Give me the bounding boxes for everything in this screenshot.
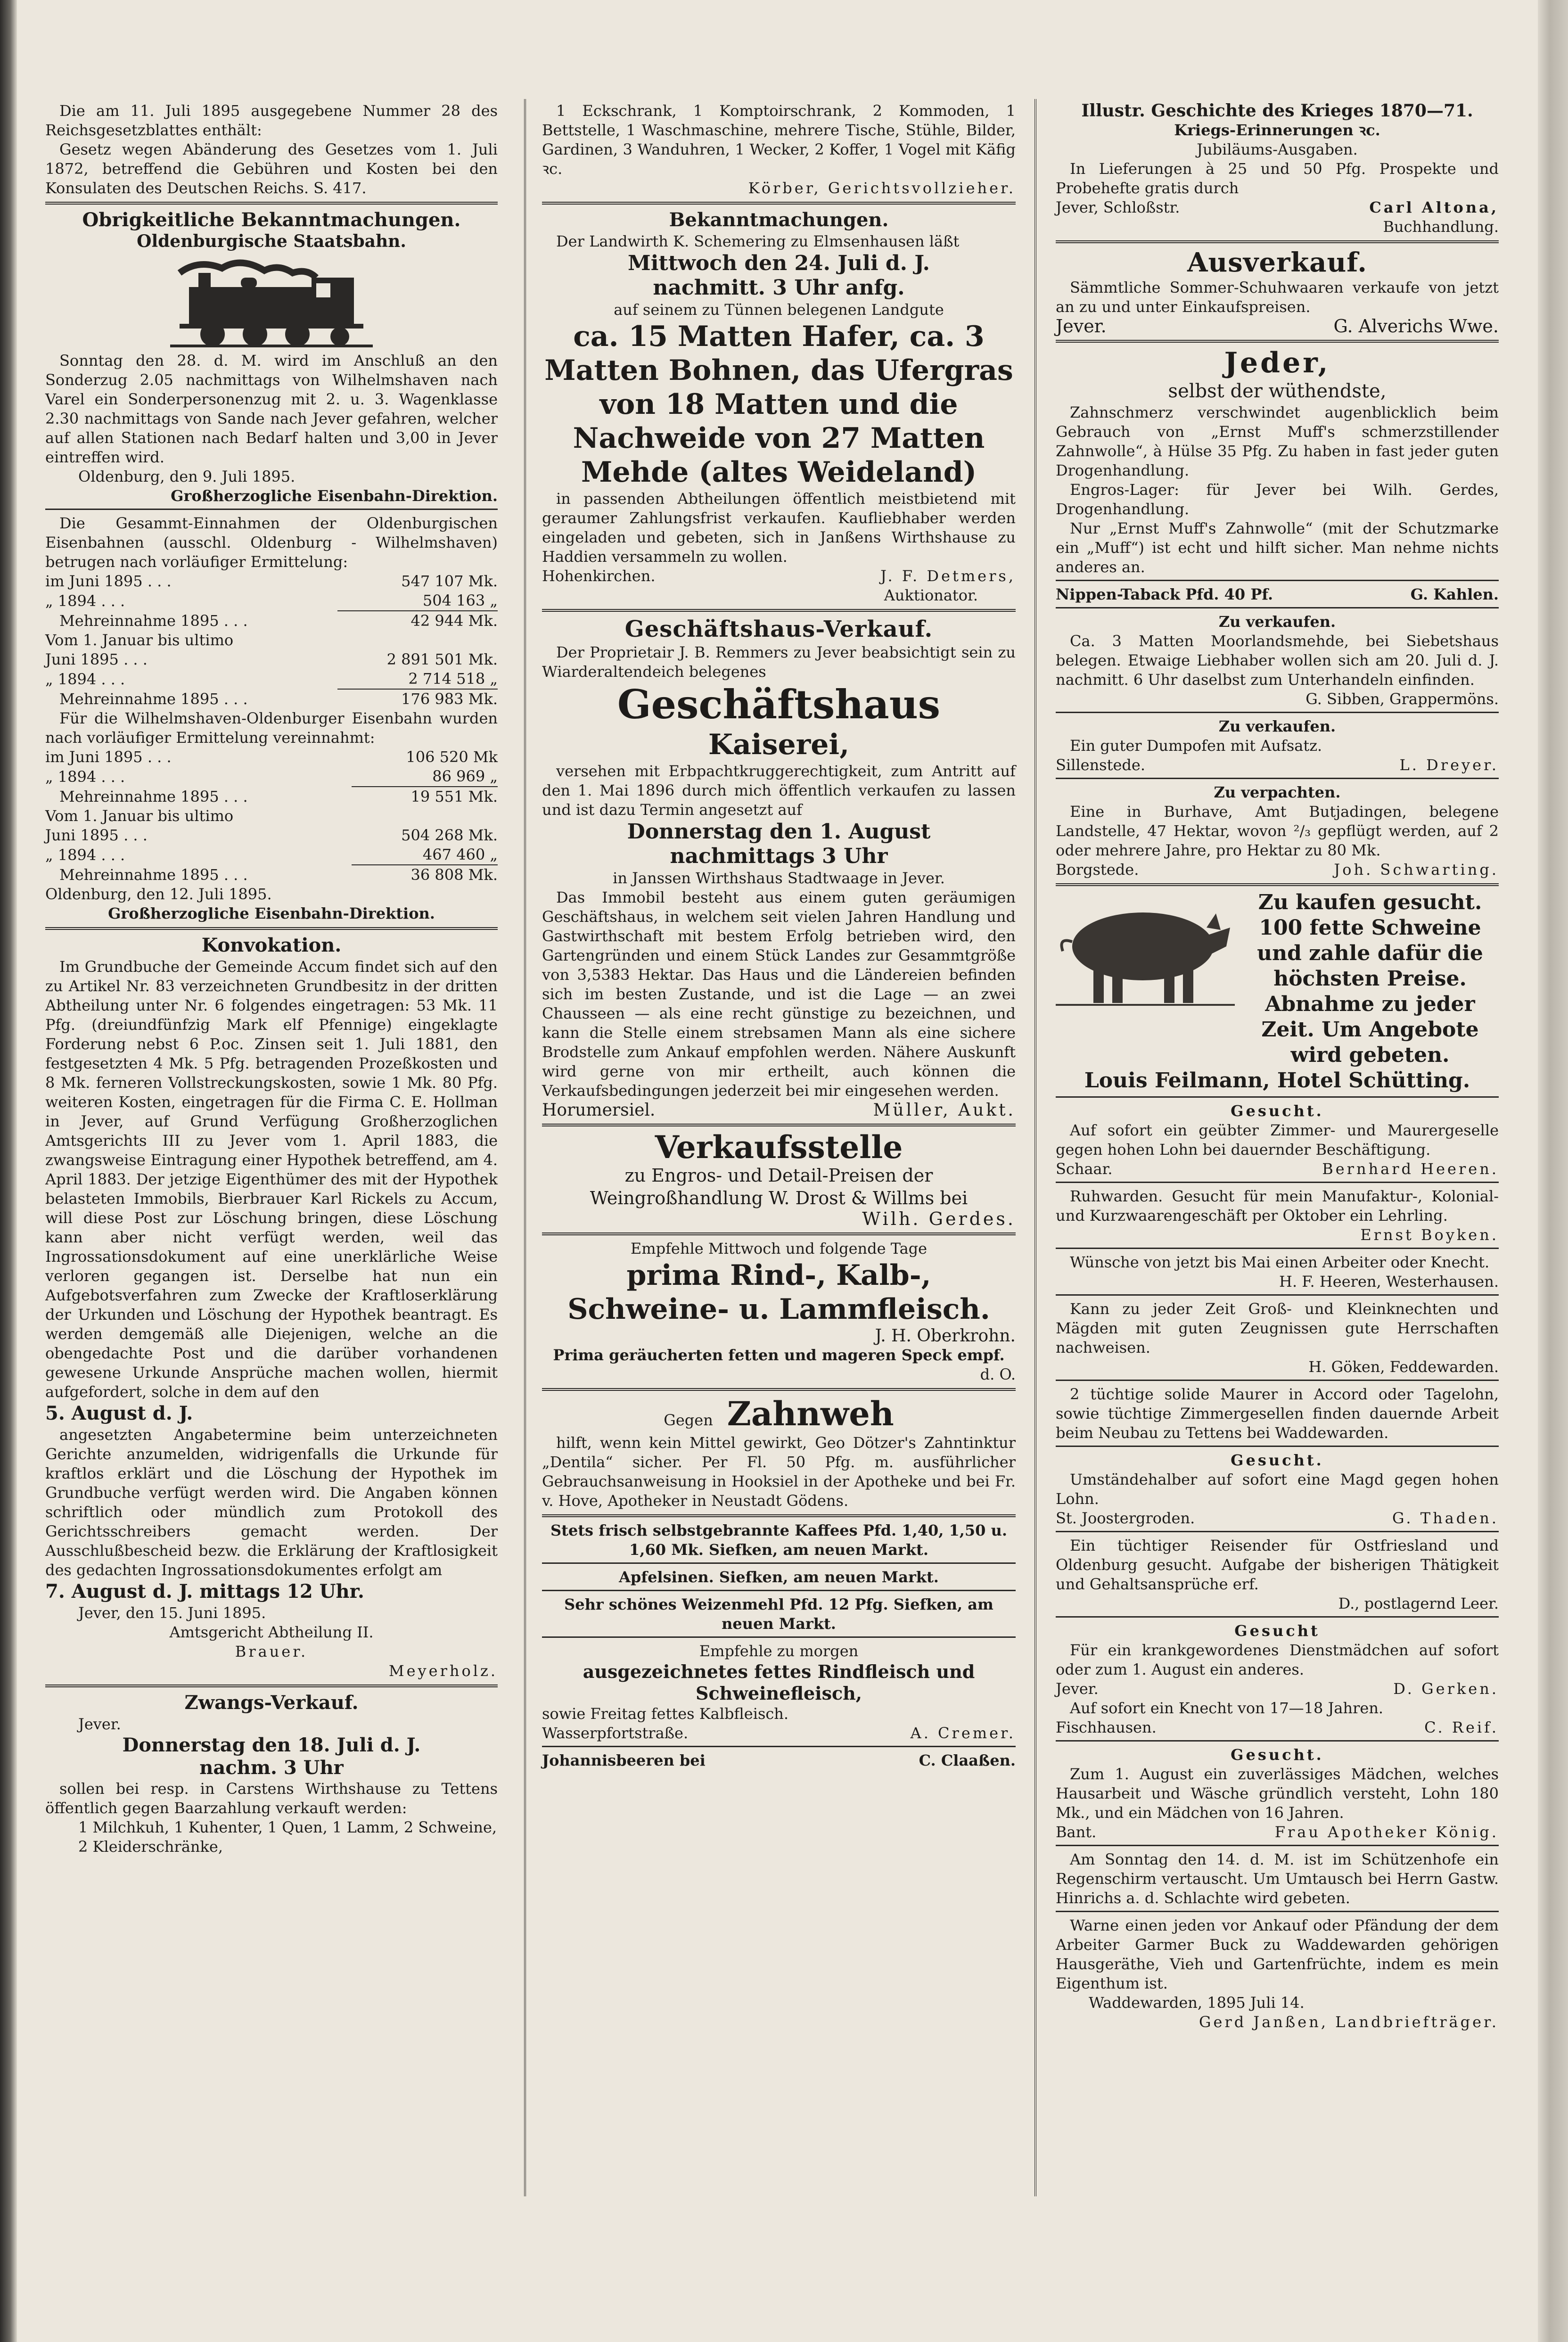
zu-verkaufen-title: Zu verkaufen.	[1218, 613, 1336, 631]
bek-headline: ca. 15 Matten Hafer, ca. 3 Matten Bohnen, das Ufergras von 18 Matten und die Nachweide von 27 Matten Mehde (altes Weideland)	[544, 320, 1013, 489]
text-span: Borgstede.	[1056, 861, 1139, 879]
warnung-notice: Warne einen jeden vor Ankauf oder Pfändung der dem Arbeiter Garmer Buck zu Waddewarden gehörigen Hausgeräthe, Vieh und Gartenfrüchte, indem es mein Eigenthum ist.	[1056, 1916, 1499, 1992]
divider	[542, 1590, 1016, 1591]
table-row	[45, 767, 498, 787]
divider	[542, 1636, 1016, 1638]
section-title-obrigkeitliche: Obrigkeitliche Bekanntmachungen.	[82, 209, 461, 231]
arbeiter-ad: Wünsche von jetzt bis Mai einen Arbeiter oder Knecht.	[1070, 1253, 1490, 1271]
divider	[542, 1562, 1016, 1564]
table-cell: Mehreinnahme 1895 . . .	[59, 787, 248, 805]
table-row	[45, 650, 498, 669]
gesucht-title: Gesucht	[1234, 1622, 1320, 1640]
fleisch-headline: prima Rind-, Kalb-, Schweine- u. Lammfleisch.	[567, 1259, 990, 1326]
bek-time: nachmitt. 3 Uhr anfg.	[653, 276, 905, 300]
table-row	[45, 826, 498, 845]
geschaeftshaus-verkauf-title: Geschäftshaus-Verkauf.	[624, 616, 933, 642]
gv-time: nachmittags 3 Uhr	[670, 844, 888, 868]
zahnweh-heading	[542, 1395, 1016, 1433]
arbeiter-signature: H. F. Heeren, Westerhausen.	[1279, 1273, 1499, 1290]
gesucht-title: Gesucht.	[1231, 1746, 1324, 1764]
jeder-body: Zahnschmerz verschwindet augenblicklich beim Gebrauch von „Ernst Muff's schmerzstillender Zahnwolle“, à Hülse 35 Pfg. Zu haben in fast jeder guten Drogenhandlung.	[1056, 403, 1499, 479]
ruhwarden-ad: Ruhwarden. Gesucht für mein Manufaktur-, Kolonial- und Kurzwaarengeschäft per Oktober ein Lehrling.	[1056, 1187, 1499, 1224]
table-cell: im Juni 1895 . . .	[45, 572, 172, 590]
divider	[542, 202, 1016, 205]
divider	[1056, 240, 1499, 243]
table-cell: 2 891 501 Mk.	[386, 650, 498, 668]
text-span: C. Reif.	[1424, 1718, 1499, 1736]
divider	[1056, 1911, 1499, 1912]
divider	[45, 202, 498, 205]
revenue-table-oldenburg	[45, 572, 498, 709]
gesucht-footer	[1056, 1509, 1499, 1528]
table-cell: 547 107 Mk.	[401, 572, 498, 590]
divider	[1056, 1740, 1499, 1742]
schweine-body: 100 fette Schweine und zahle dafür die höchsten Preise. Abnahme zu jeder Zeit. Um Angebote wird gebeten.	[1257, 916, 1483, 1067]
konvokation-decision-date: 7. August d. J. mittags 12 Uhr.	[45, 1580, 364, 1602]
table-cell: Mehreinnahme 1895 . . .	[59, 690, 248, 708]
ausverkauf-footer	[1056, 317, 1499, 336]
zwangs-verkauf-date: Donnerstag den 18. Juli d. J.	[122, 1734, 421, 1756]
rindfleisch-intro: Empfehle zu morgen	[699, 1642, 859, 1660]
table-cell: Juni 1895 . . .	[45, 826, 148, 844]
gv-footer	[542, 1101, 1016, 1120]
divider	[1056, 883, 1499, 886]
table-cell	[352, 806, 498, 826]
table-cell: Mehreinnahme 1895 . . .	[59, 611, 248, 630]
notice-date: Oldenburg, den 9. Juli 1895.	[78, 468, 296, 485]
johannisbeeren-signature: C. Claaßen.	[919, 1751, 1016, 1769]
table-row	[45, 806, 498, 826]
konvokation-body: Im Grundbuche der Gemeinde Accum findet sich auf den zu Artikel Nr. 83 verzeichneten Grundbesitz in der dritten Abtheilung unter Nr. 6 folgendes eingetragen: 53 Mk. 11 Pfg. (dreiundfünfzig Mark elf Pfennige) eingeklagte Forderung nebst 6 P.oc. Zinsen seit 1. Juli 1881, den festgesetzten 4 Mk. 5 Pfg. betragenden Prozeßkosten und 8 Mk. ferneren Vollstreckungskosten, sowie 1 Mk. 80 Pfg. weiteren Kosten, eingetragen für die Firma C. E. Hollman in Jever, auf Grund Verfügung Großherzoglichen Amtsgerichts III zu Jever vom 1. April 1883, die zwangsweise Eintragung einer Hypothek betreffend, am 4. April 1883. Der jetzige Eigenthümer des mit der Hypothek belasteten Immobils, Bierbrauer Karl Rickels zu Accum, will diese Post zur Löschung bringen, diese Löschung kann aber nicht verfügt werden, weil das Ingrossationsdokument auf eine unerklärliche Weise verloren gegangen ist. Derselbe hat nun ein Aufgebotsverfahren zum Zwecke der Kraftloserklärung der Urkunden und Löschung der Hypothek beantragt. Es werden demgemäß alle Diejenigen, welche an die obengedachte Post und die darüber vorhandenen gewesene Urkunde Ansprüche machen wollen, hiermit aufgefordert, solche in dem auf den	[45, 958, 498, 1401]
revenue-intro-wilhelmshaven: Für die Wilhelmshaven-Oldenburger Eisenbahn wurden nach vorläufiger Ermittelung vereinnahmt:	[45, 709, 498, 747]
bek-place-text: auf seinem zu Tünnen belegenen Landgute	[614, 301, 944, 319]
table-cell: „ 1894 . . .	[45, 592, 125, 610]
bek-body: in passenden Abtheilungen öffentlich meistbietend mit geraumer Zahlungsfrist verkaufen. Kaufliebhaber werden eingeladen und gebeten, sich in Janßens Wirthshause zu Haddien versammeln zu wollen.	[542, 490, 1016, 566]
table-cell: 106 520 Mk	[406, 748, 498, 766]
ausverkauf-title: Ausverkauf.	[1187, 247, 1367, 278]
zahnweh-body: hilft, wenn kein Mittel gewirkt, Geo Dötzer's Zahntinktur „Dentila“ sicher. Per Fl. 50 Pfg. m. ausführlicher Gebrauchsanweisung in Hooksiel in der Apotheke und bei Fr. v. Hove, Apotheker in Neustadt Gödens.	[542, 1434, 1016, 1510]
zu-verkaufen-footer	[1056, 756, 1499, 775]
divider	[1056, 1182, 1499, 1183]
table-cell: 176 983 Mk.	[401, 690, 498, 708]
pig-icon	[1056, 890, 1235, 1008]
bekanntmachungen-title: Bekanntmachungen.	[669, 209, 889, 231]
zwangs-verkauf-title: Zwangs-Verkauf.	[184, 1692, 359, 1714]
bek-intro: Der Landwirth K. Schemering zu Elmsenhausen läßt	[556, 232, 960, 250]
table-cell: 467 460 „	[352, 845, 498, 865]
page-edge	[1538, 0, 1568, 2342]
gv-where: in Janssen Wirthshaus Stadtwaage in Jever.	[613, 869, 945, 887]
bek-footer	[542, 567, 1016, 586]
gv-place: Horumersiel.	[542, 1101, 656, 1120]
bek-date: Mittwoch den 24. Juli d. J.	[627, 251, 930, 275]
table-row	[45, 865, 498, 885]
table-row	[45, 787, 498, 806]
text-span: Jever.	[1056, 1680, 1099, 1698]
fleisch-intro: Empfehle Mittwoch und folgende Tage	[630, 1240, 928, 1257]
divider	[542, 1233, 1016, 1235]
gv-intro: Der Proprietair J. B. Remmers zu Jever beabsichtigt sein zu Wiarderaltendeich belegenes	[542, 643, 1016, 681]
zwangs-verkauf-items: 1 Milchkuh, 1 Kuhenter, 1 Quen, 1 Lamm, 2 Schweine, 2 Kleiderschränke,	[78, 1818, 497, 1856]
jeder-title: Jeder,	[1224, 346, 1330, 379]
divider	[1056, 778, 1499, 779]
divider	[1056, 1248, 1499, 1249]
table-cell: im Juni 1895 . . .	[45, 748, 172, 766]
gesucht-footer	[1056, 1679, 1499, 1699]
divider	[1056, 1380, 1499, 1381]
text-span: Johannisbeeren bei	[542, 1751, 706, 1769]
text-span: Fischhausen.	[1056, 1718, 1157, 1736]
illustr-footer	[1056, 198, 1499, 217]
table-row	[45, 689, 498, 709]
locomotive-icon	[170, 254, 373, 348]
table-cell: 42 944 Mk.	[410, 612, 498, 630]
fleisch-signature: J. H. Oberkrohn.	[875, 1326, 1016, 1346]
bek-place: Hohenkirchen.	[542, 567, 656, 585]
zu-verkaufen-title: Zu verkaufen.	[1218, 717, 1336, 735]
text-span: Sillenstede.	[1056, 756, 1145, 774]
column-divider	[1034, 99, 1036, 2196]
jeder-subtitle: selbst der wüthendste,	[1168, 380, 1387, 402]
konvokation-clerk: Meyerholz.	[388, 1662, 498, 1680]
verkaufsstelle-signature: Wilh. Gerdes.	[862, 1208, 1016, 1229]
table-row	[45, 591, 498, 611]
maurer-ad: 2 tüchtige solide Maurer in Accord oder Tagelohn, sowie tüchtige Zimmergesellen finden dauernde Arbeit beim Neubau zu Tettens bei Waddewarden.	[1056, 1385, 1499, 1442]
gesucht-body: Auf sofort ein geübter Zimmer- und Maurergeselle gegen hohen Lohn bei dauernder Beschäftigung.	[1056, 1121, 1499, 1159]
text-span: G. Thaden.	[1392, 1509, 1499, 1527]
railway-heading: Oldenburgische Staatsbahn.	[137, 231, 406, 251]
text-span: Bernhard Heeren.	[1322, 1160, 1499, 1178]
table-cell: 504 268 Mk.	[401, 826, 498, 844]
notice-signature: Großherzogliche Eisenbahn-Direktion.	[108, 904, 435, 922]
rindfleisch-place: Wasserpfortstraße.	[542, 1724, 689, 1742]
warnung-signature: Gerd Janßen, Landbriefträger.	[1199, 2013, 1499, 2031]
notice-signature: Großherzogliche Eisenbahn-Direktion.	[171, 487, 498, 505]
revenue-intro: Die Gesammt-Einnahmen der Oldenburgischen Eisenbahnen (ausschl. Oldenburg - Wilhelmshaven) betrugen nach vorläufiger Ermittelung:	[45, 514, 498, 571]
jeder-engros: Engros-Lager: für Jever bei Wilh. Gerdes, Drogenhandlung.	[1056, 481, 1499, 518]
table-cell: Juni 1895 . . .	[45, 650, 148, 668]
divider	[542, 609, 1016, 612]
divider	[1056, 712, 1499, 713]
divider	[542, 1388, 1016, 1391]
divider	[1056, 1096, 1499, 1098]
gesucht-body: Umständehalber auf sofort eine Magd gegen hohen Lohn.	[1056, 1471, 1499, 1508]
schweine-signature: Louis Feilmann, Hotel Schütting.	[1084, 1068, 1470, 1093]
notice-reichsgesetzblatt-body: Gesetz wegen Abänderung des Gesetzes vom 1. Juli 1872, betreffend die Gebühren und Kosten bei den Konsulaten des Deutschen Reichs. S. 417.	[45, 140, 498, 197]
divider	[542, 1746, 1016, 1747]
table-row	[45, 845, 498, 865]
gv-body2: Das Immobil besteht aus einem guten geräumigen Geschäftshaus, in welchem seit vielen Jahren Handlung und Gastwirthschaft mit bestem Erfolg betrieben wird, den Gartengründen und einem Stück Landes zur Gesammtgröße von 3,5383 Hektar. Das Haus und die Ländereien befinden sich im besten Zustande, und ist die Lage — an zwei Chausseen — als eine recht günstige zu bezeichnen, und kann die Stelle einem strebsamen Mann als eine sichere Brodstelle zum Ankauf empfohlen werden. Nähere Auskunft wird gerne von mir ertheilt, auch können die Verkaufsbedingungen jederzeit bei mir eingesehen werden.	[542, 888, 1016, 1100]
divider	[1056, 1616, 1499, 1618]
table-cell: „ 1894 . . .	[45, 767, 125, 786]
page-binding-shadow	[0, 0, 17, 2342]
gesucht-footer	[1056, 1823, 1499, 1842]
konvokation-title: Konvokation.	[201, 934, 342, 956]
rindfleisch-body: sowie Freitag fettes Kalbfleisch.	[542, 1705, 789, 1723]
rindfleisch-footer	[542, 1724, 1016, 1743]
table-cell: 36 808 Mk.	[410, 866, 498, 884]
divider	[1056, 1446, 1499, 1447]
divider	[45, 927, 498, 930]
table-cell: „ 1894 . . .	[45, 846, 125, 864]
zwangs-verkauf-time: nachm. 3 Uhr	[199, 1757, 344, 1779]
zahnweh-gegen: Gegen	[664, 1411, 713, 1429]
illustr-subtitle2: Jubiläums-Ausgaben.	[1197, 140, 1358, 158]
divider	[45, 509, 498, 510]
konvokation-body2: angesetzten Angabetermine beim unterzeichneten Gerichte anzumelden, widrigenfalls die Urkunde für kraftlos erklärt und die Löschung der Hypothek im Grundbuche verfügt werden wird. Die Angaben können schriftlich oder mündlich zum Protokoll des Gerichtsschreibers gemacht werden. Der Ausschlußbescheid bezw. die Erklärung der Kraftlosigkeit des gedachten Ingrossationsdokumentes erfolgt am	[45, 1426, 498, 1579]
kaffee-offer: Stets frisch selbstgebrannte Kaffees Pfd. 1,40, 1,50 u. 1,60 Mk. Siefken, am neuen Markt.	[550, 1521, 1007, 1559]
column-left	[45, 101, 498, 1857]
nippen-tabak-offer	[1056, 585, 1499, 604]
divider	[1056, 607, 1499, 608]
special-train-notice: Sonntag den 28. d. M. wird im Anschluß an den Sonderzug 2.05 nachmittags von Wilhelmshaven nach Varel ein Sonderpersonenzug mit 2. u. 3. Wagenklasse 2.30 nachmittags von Sande nach Jever gefahren, welcher auf allen Stationen nach Bedarf halten und 3,00 in Jever eintreffen wird.	[45, 352, 498, 466]
divider	[1056, 340, 1499, 343]
gv-date: Donnerstag den 1. August	[627, 820, 931, 844]
table-cell: Vom 1. Januar bis ultimo	[45, 631, 234, 649]
auction-signature: Körber, Gerichtsvollzieher.	[748, 179, 1016, 197]
text-span: Joh. Schwarting.	[1334, 861, 1499, 879]
table-cell: 86 969 „	[352, 767, 498, 787]
ausverkauf-body: Sämmtliche Sommer-Schuhwaaren verkaufe von jetzt an zu und unter Einkaufspreisen.	[1056, 279, 1499, 316]
illustr-signature: Carl Altona,	[1369, 198, 1499, 216]
auction-items-continued: 1 Eckschrank, 1 Komptoirschrank, 2 Kommoden, 1 Bettstelle, 1 Waschmaschine, mehrere Tische, Stühle, Bilder, Gardinen, 3 Wanduhren, 1 Wecker, 2 Koffer, 1 Vogel mit Käfig ꝛc.	[542, 102, 1016, 178]
column-right	[1056, 101, 1499, 2032]
divider	[1056, 1531, 1499, 1532]
konvokation-signature: Brauer.	[235, 1643, 308, 1660]
divider	[1056, 580, 1499, 581]
table-row	[45, 748, 498, 767]
zu-verkaufen-body: Ein guter Dumpofen mit Aufsatz.	[1070, 737, 1322, 755]
text-span: Frau Apotheker König.	[1274, 1823, 1499, 1841]
knechte-ad: Kann zu jeder Zeit Groß- und Kleinknechten und Mägden mit guten Zeugnissen gute Herrschaften nachweisen.	[1056, 1300, 1499, 1356]
rindfleisch-signature: A. Cremer.	[910, 1724, 1016, 1742]
table-row	[45, 669, 498, 689]
nippen-signature: G. Kahlen.	[1410, 585, 1499, 603]
jeder-warning: Nur „Ernst Muff's Zahnwolle“ (mit der Schutzmarke ein „Muff“) ist echt und hilft sicher. Man nehme nichts anderes an.	[1056, 519, 1499, 576]
regenschirm-notice: Am Sonntag den 14. d. M. ist im Schützenhofe ein Regenschirm vertauscht. Um Umtausch bei Herrn Gastw. Hinrichs a. d. Schlachte wird gebeten.	[1056, 1850, 1499, 1907]
text-span: Nippen-Taback Pfd. 40 Pf.	[1056, 585, 1273, 603]
zu-verkaufen-signature: G. Sibben, Grappermöns.	[1305, 690, 1499, 708]
gv-name: Kaiserei,	[708, 728, 850, 761]
warnung-date: Waddewarden, 1895 Juli 14.	[1089, 1994, 1305, 2012]
notice-reichsgesetzblatt: Die am 11. Juli 1895 ausgegebene Nummer 28 des Reichsgesetzblattes enthält:	[45, 102, 498, 139]
reisender-ad: Ein tüchtiger Reisender für Ostfriesland und Oldenburg gesucht. Aufgabe der bisherigen Thätigkeit und Gehaltsansprüche erf.	[1056, 1537, 1499, 1593]
table-cell: 19 551 Mk.	[410, 788, 498, 805]
revenue-table-wilhelmshaven	[45, 748, 498, 885]
zu-verpachten-footer	[1056, 860, 1499, 879]
text-span: D. Gerken.	[1393, 1680, 1499, 1698]
gv-headline: Geschäftshaus	[617, 681, 941, 728]
table-row	[45, 631, 498, 650]
zu-verpachten-title: Zu verpachten.	[1214, 783, 1341, 801]
table-cell: Vom 1. Januar bis ultimo	[45, 807, 234, 825]
table-cell: „ 1894 . . .	[45, 670, 125, 688]
apfelsinen-offer: Apfelsinen. Siefken, am neuen Markt.	[619, 1568, 939, 1586]
divider	[1056, 1294, 1499, 1296]
knechte-signature: H. Göken, Feddewarden.	[1308, 1358, 1499, 1376]
schweine-heading: Zu kaufen gesucht.	[1258, 890, 1482, 914]
rindfleisch-headline: ausgezeichnetes fettes Rindfleisch und Schweinefleisch,	[583, 1661, 975, 1704]
divider	[542, 1124, 1016, 1126]
table-cell: Mehreinnahme 1895 . . .	[59, 865, 248, 884]
speck-signature: d. O.	[980, 1365, 1016, 1383]
column-middle	[542, 101, 1016, 1770]
gesucht-body: Für ein krankgewordenes Dienstmädchen auf sofort oder zum 1. August ein anderes.	[1056, 1641, 1499, 1678]
gesucht-footer	[1056, 1159, 1499, 1179]
zwangs-verkauf-place: Jever.	[78, 1715, 121, 1733]
schweine-ad	[1056, 890, 1499, 1068]
text-span: Bant.	[1056, 1823, 1097, 1841]
ausverkauf-place: Jever.	[1056, 316, 1107, 337]
table-cell: 504 163 „	[337, 591, 498, 611]
konvokation-place: Jever, den 15. Juni 1895.	[78, 1604, 266, 1622]
konvokation-date: 5. August d. J.	[45, 1402, 193, 1424]
column-divider	[524, 99, 526, 2196]
weizenmehl-offer: Sehr schönes Weizenmehl Pfd. 12 Pfg. Siefken, am neuen Markt.	[564, 1595, 993, 1633]
illustr-signature-title: Buchhandlung.	[1383, 218, 1499, 236]
verkaufsstelle-title: Verkaufsstelle	[655, 1129, 903, 1166]
ruhwarden-signature: Ernst Boyken.	[1360, 1226, 1499, 1244]
reisender-signature: D., postlagernd Leer.	[1338, 1594, 1499, 1612]
gesucht-title: Gesucht.	[1231, 1102, 1324, 1120]
divider	[45, 1685, 498, 1687]
knecht-ad: Auf sofort ein Knecht von 17—18 Jahren.	[1070, 1699, 1384, 1717]
illustr-title: Illustr. Geschichte des Krieges 1870—71.	[1081, 101, 1473, 121]
divider	[1056, 1845, 1499, 1846]
gesucht-body: Zum 1. August ein zuverlässiges Mädchen, welches Hausarbeit und Wäsche gründlich versteht, Lohn 180 Mk., und ein Mädchen von 16 Jahren.	[1056, 1765, 1499, 1822]
verkaufsstelle-body: zu Engros- und Detail-Preisen der Weingroßhandlung W. Drost & Willms bei	[590, 1165, 968, 1208]
table-cell	[337, 631, 498, 650]
johannisbeeren-offer	[542, 1751, 1016, 1770]
table-row	[45, 572, 498, 591]
gv-body: versehen mit Erbpachtkruggerechtigkeit, zum Antritt auf den 1. Mai 1896 durch mich öffentlich verkaufen zu lassen und ist dazu Termin angesetzt auf	[542, 762, 1016, 819]
table-cell: 2 714 518 „	[337, 669, 498, 689]
bek-signature-title: Auktionator.	[884, 586, 978, 604]
zu-verkaufen-body: Ca. 3 Matten Moorlandsmehde, bei Siebetshaus belegen. Etwaige Liebhaber wollen sich am 20. Juli d. J. nachmitt. 6 Uhr daselbst zum Unterhandeln einfinden.	[1056, 632, 1499, 689]
illustr-body: In Lieferungen à 25 und 50 Pfg. Prospekte und Probehefte gratis durch	[1056, 160, 1499, 197]
text-span: L. Dreyer.	[1399, 756, 1499, 774]
speck-offer: Prima geräucherten fetten und mageren Speck empf.	[553, 1346, 1005, 1364]
zwangs-verkauf-body: sollen bei resp. in Carstens Wirthshause zu Tettens öffentlich gegen Baarzahlung verkauft werden:	[45, 1780, 498, 1817]
illustr-subtitle: Kriegs-Erinnerungen ꝛc.	[1174, 121, 1380, 139]
notice-date: Oldenburg, den 12. Juli 1895.	[45, 885, 272, 903]
konvokation-court: Amtsgericht Abtheilung II.	[169, 1623, 374, 1641]
bek-signature: J. F. Detmers,	[880, 567, 1016, 585]
ausverkauf-signature: G. Alverichs Wwe.	[1333, 316, 1499, 337]
table-row	[45, 611, 498, 631]
zu-verpachten-body: Eine in Burhave, Amt Butjadingen, belegene Landstelle, 47 Hektar, wovon ²/₃ gepflügt werden, auf 2 oder mehrere Jahre, pro Hektar zu 80 Mk.	[1056, 803, 1499, 859]
text-span: Schaar.	[1056, 1160, 1113, 1178]
divider	[542, 1514, 1016, 1517]
gesucht-title: Gesucht.	[1231, 1451, 1324, 1469]
gv-signature: Müller, Aukt.	[873, 1101, 1016, 1120]
knecht-footer	[1056, 1718, 1499, 1737]
illustr-place: Jever, Schloßstr.	[1056, 198, 1180, 216]
text-span: St. Joostergroden.	[1056, 1509, 1195, 1527]
zahnweh-title: Zahnweh	[727, 1394, 894, 1433]
